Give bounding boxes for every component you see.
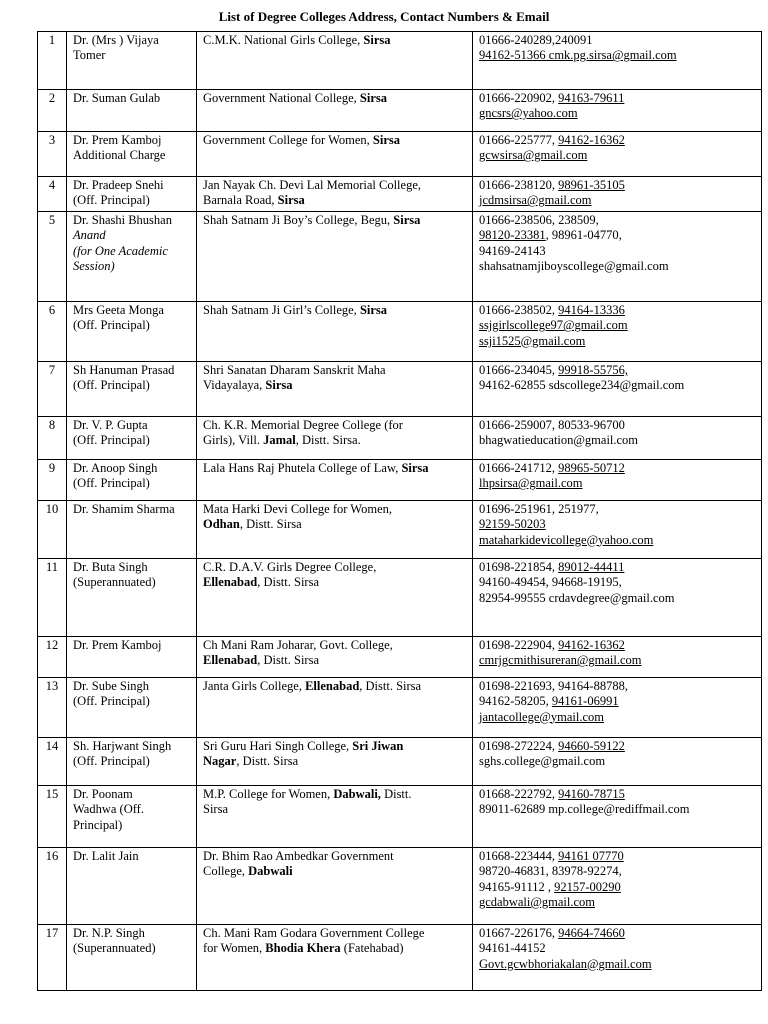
contact-line bbox=[479, 880, 755, 895]
college-text: Sri Jiwan bbox=[352, 739, 404, 753]
contact-line bbox=[479, 193, 755, 208]
contact-link[interactable]: 99918-55756, bbox=[558, 363, 628, 377]
principal-name-line: Dr. Pradeep Snehi bbox=[73, 178, 164, 192]
principal-name-cell bbox=[67, 501, 197, 559]
college-text: Dabwali, bbox=[333, 787, 381, 801]
principal-name-line: Dr. Lalit Jain bbox=[73, 849, 139, 863]
serial-number-cell: 13 bbox=[38, 678, 67, 738]
principal-name-line: Dr. Shamim Sharma bbox=[73, 502, 175, 516]
contact-text: 01666-240289,240091 bbox=[479, 33, 593, 47]
principal-name-cell bbox=[67, 417, 197, 460]
college-text: Jamal bbox=[263, 433, 296, 448]
table-row bbox=[38, 417, 762, 460]
college-line bbox=[203, 638, 466, 653]
contact-text: 94161-44152 bbox=[479, 941, 546, 956]
serial-number-cell: 3 bbox=[38, 132, 67, 177]
college-text: Shah Satnam Ji Girl’s College, bbox=[203, 303, 360, 317]
college-text: Bhodia Khera bbox=[265, 941, 341, 956]
contact-line bbox=[479, 259, 755, 274]
principal-name-cell bbox=[67, 177, 197, 212]
college-line bbox=[203, 178, 466, 193]
contact-link[interactable]: ssji1525@gmail.com bbox=[479, 333, 586, 348]
college-line bbox=[203, 849, 466, 864]
college-line bbox=[203, 133, 466, 148]
contact-text: 01698-221693, 94164-88788, bbox=[479, 679, 628, 693]
college-address-cell bbox=[197, 302, 473, 362]
college-address-cell bbox=[197, 417, 473, 460]
contact-line bbox=[479, 739, 755, 754]
principal-name-cell bbox=[67, 460, 197, 501]
table-row bbox=[38, 786, 762, 848]
contact-text: 94165-91112 , bbox=[479, 879, 555, 894]
college-line bbox=[203, 754, 466, 769]
contact-text: 94169-24143 bbox=[479, 243, 546, 258]
college-text: Sirsa bbox=[401, 461, 429, 475]
table-row bbox=[38, 460, 762, 501]
contact-link[interactable]: gcdabwali@gmail.com bbox=[479, 894, 595, 909]
contact-link[interactable]: 92157-00290 bbox=[554, 879, 621, 894]
contact-cell bbox=[473, 501, 762, 559]
contact-text: 82954-99555 crdavdegree@gmail.com bbox=[479, 590, 675, 605]
principal-name-cell bbox=[67, 786, 197, 848]
contact-cell bbox=[473, 460, 762, 501]
college-text: Nagar bbox=[203, 754, 237, 769]
contact-line bbox=[479, 533, 755, 548]
contact-cell bbox=[473, 177, 762, 212]
contact-text: 01698-221854, bbox=[479, 560, 559, 574]
contact-line bbox=[479, 694, 755, 709]
contact-cell bbox=[473, 848, 762, 925]
college-address-cell bbox=[197, 738, 473, 786]
contact-text: 01696-251961, 251977, bbox=[479, 502, 599, 516]
contact-line bbox=[479, 228, 755, 243]
contact-line bbox=[479, 433, 755, 448]
college-text: Sirsa bbox=[203, 802, 228, 817]
contact-text: 01666-238120, bbox=[479, 178, 559, 192]
contact-link[interactable]: 94161-06991 bbox=[551, 694, 619, 709]
college-line bbox=[203, 926, 466, 941]
college-text: M.P. College for Women, bbox=[203, 787, 334, 801]
college-line bbox=[203, 517, 466, 532]
college-text: , Distt. Sirsa bbox=[236, 754, 299, 769]
contact-text: 94160-49454, 94668-19195, bbox=[479, 575, 622, 590]
college-line bbox=[203, 193, 466, 208]
college-address-cell bbox=[197, 848, 473, 925]
principal-name-line: (Off. Principal) bbox=[73, 378, 150, 393]
principal-name-line: Dr. Prem Kamboj bbox=[73, 133, 162, 147]
contact-text: 01698-272224, bbox=[479, 739, 559, 753]
contact-link[interactable]: lhpsirsa@gmail.com bbox=[479, 476, 583, 491]
principal-name-line: (Off. Principal) bbox=[73, 193, 150, 208]
contact-line bbox=[479, 363, 755, 378]
principal-name-line: Sh Hanuman Prasad bbox=[73, 363, 175, 377]
contact-line bbox=[479, 575, 755, 590]
college-address-cell bbox=[197, 637, 473, 678]
contact-cell bbox=[473, 786, 762, 848]
contact-line bbox=[479, 48, 755, 63]
college-address-cell bbox=[197, 786, 473, 848]
contact-link[interactable]: 92159-50203 bbox=[479, 517, 546, 532]
serial-number-cell: 17 bbox=[38, 925, 67, 991]
table-row bbox=[38, 637, 762, 678]
college-text: , Distt. Sirsa bbox=[359, 679, 422, 693]
college-text: Sirsa bbox=[363, 33, 391, 47]
college-text: Ch. K.R. Memorial Degree College (for bbox=[203, 418, 403, 432]
contact-line bbox=[479, 318, 755, 333]
contact-text: 01668-223444, bbox=[479, 849, 559, 863]
college-address-cell bbox=[197, 32, 473, 90]
college-line bbox=[203, 378, 466, 393]
contact-text: sghs.college@gmail.com bbox=[479, 754, 606, 769]
principal-name-cell bbox=[67, 678, 197, 738]
contact-cell bbox=[473, 738, 762, 786]
college-text: Shri Sanatan Dharam Sanskrit Maha bbox=[203, 363, 386, 377]
college-text: Sirsa bbox=[359, 303, 388, 317]
college-line bbox=[203, 787, 466, 802]
college-text: Ch Mani Ram Joharar, Govt. College, bbox=[203, 638, 393, 652]
contact-cell bbox=[473, 302, 762, 362]
contact-line bbox=[479, 802, 755, 817]
college-text: , Distt. Sirsa bbox=[257, 575, 319, 590]
principal-name-line: Wadhwa (Off. bbox=[73, 802, 144, 817]
document-title: List of Degree Colleges Address, Contact Numbers & Email bbox=[218, 9, 550, 24]
college-text: , Distt. Sirsa. bbox=[295, 433, 361, 448]
contact-link[interactable]: ssjgirlscollege97@gmail.com bbox=[479, 318, 628, 333]
principal-name-cell bbox=[67, 132, 197, 177]
college-address-cell bbox=[197, 90, 473, 132]
college-line bbox=[203, 303, 466, 318]
college-text: Ellenabad bbox=[305, 679, 360, 693]
contact-text: 94162-58205, bbox=[479, 694, 552, 709]
college-text: C.M.K. National Girls College, bbox=[203, 33, 364, 47]
college-text: Jan Nayak Ch. Devi Lal Memorial College, bbox=[203, 178, 421, 192]
contact-link[interactable]: 94161 07770 bbox=[558, 849, 624, 863]
contact-line bbox=[479, 378, 755, 393]
table-row bbox=[38, 848, 762, 925]
college-line bbox=[203, 461, 466, 476]
principal-name-line: Tomer bbox=[73, 48, 106, 63]
college-address-cell bbox=[197, 177, 473, 212]
contact-line bbox=[479, 91, 755, 106]
contact-line bbox=[479, 502, 755, 517]
contact-line bbox=[479, 213, 755, 228]
contact-link[interactable]: 98961-35105 bbox=[558, 178, 625, 192]
table-row bbox=[38, 132, 762, 177]
college-line bbox=[203, 941, 466, 956]
college-line bbox=[203, 679, 466, 694]
contact-line bbox=[479, 864, 755, 879]
contact-text: 01666-238506, 238509, bbox=[479, 213, 599, 227]
college-address-cell bbox=[197, 501, 473, 559]
college-text: C.R. D.A.V. Girls Degree College, bbox=[203, 560, 377, 574]
contact-link[interactable]: Govt.gcwbhoriakalan@gmail.com bbox=[479, 956, 652, 971]
contact-link[interactable]: gcwsirsa@gmail.com bbox=[479, 148, 588, 163]
principal-note-line: (for One Academic bbox=[73, 243, 168, 258]
college-address-cell bbox=[197, 559, 473, 637]
contact-link[interactable]: 94162-51366 cmk.pg.sirsa@gmail.com bbox=[479, 48, 677, 63]
principal-name-line: Sh. Harjwant Singh bbox=[73, 739, 172, 753]
college-text: Odhan bbox=[203, 517, 240, 532]
contact-text: 01666-234045, bbox=[479, 363, 559, 377]
principal-name-line: (Off. Principal) bbox=[73, 318, 150, 333]
principal-name-line: Dr. Sube Singh bbox=[73, 679, 150, 693]
principal-name-line: Principal) bbox=[73, 817, 123, 832]
college-text: Girls), Vill. bbox=[203, 433, 264, 448]
contact-line bbox=[479, 244, 755, 259]
contact-line bbox=[479, 178, 755, 193]
principal-name-cell bbox=[67, 32, 197, 90]
contact-line bbox=[479, 787, 755, 802]
contact-link[interactable]: jantacollege@ymail.com bbox=[479, 709, 605, 724]
college-line bbox=[203, 864, 466, 879]
college-text: Dr. Bhim Rao Ambedkar Government bbox=[203, 849, 394, 863]
contact-text: 01666-225777, bbox=[479, 133, 559, 147]
contact-text: 01698-222904, bbox=[479, 638, 559, 652]
principal-name-line: Dr. Shashi Bhushan bbox=[73, 213, 172, 227]
contact-line bbox=[479, 849, 755, 864]
principal-name-line: (Superannuated) bbox=[73, 941, 156, 956]
college-line bbox=[203, 502, 466, 517]
college-text: Ellenabad bbox=[203, 575, 258, 590]
contact-cell bbox=[473, 637, 762, 678]
college-text: College, bbox=[203, 864, 249, 879]
college-line bbox=[203, 418, 466, 433]
college-text: Ellenabad bbox=[203, 653, 258, 668]
principal-name-line: Additional Charge bbox=[73, 148, 166, 163]
contact-cell bbox=[473, 132, 762, 177]
college-text: Janta Girls College, bbox=[203, 679, 306, 693]
college-text: Vidayalaya, bbox=[203, 378, 266, 393]
contact-link[interactable]: mataharkidevicollege@yahoo.com bbox=[479, 532, 654, 547]
table-row bbox=[38, 90, 762, 132]
serial-number-cell: 2 bbox=[38, 90, 67, 132]
contact-line bbox=[479, 334, 755, 349]
contact-cell bbox=[473, 925, 762, 991]
serial-number-cell: 8 bbox=[38, 417, 67, 460]
college-line bbox=[203, 802, 466, 817]
contact-cell bbox=[473, 32, 762, 90]
table-row bbox=[38, 501, 762, 559]
contact-text: 01666-238502, bbox=[479, 303, 559, 317]
college-line bbox=[203, 739, 466, 754]
principal-name-line: (Off. Principal) bbox=[73, 433, 150, 448]
contact-line bbox=[479, 517, 755, 532]
serial-number-cell: 14 bbox=[38, 738, 67, 786]
college-text: , Distt. Sirsa bbox=[239, 517, 302, 532]
college-text: Lala Hans Raj Phutela College of Law, bbox=[203, 461, 402, 475]
table-row bbox=[38, 212, 762, 302]
contact-link[interactable]: cmrjgcmithisureran@gmail.com bbox=[479, 653, 642, 668]
contact-link[interactable]: 94160-78715 bbox=[558, 787, 625, 801]
college-address-cell bbox=[197, 212, 473, 302]
college-address-cell bbox=[197, 925, 473, 991]
contact-cell bbox=[473, 559, 762, 637]
college-line bbox=[203, 433, 466, 448]
principal-name-cell bbox=[67, 925, 197, 991]
contact-cell bbox=[473, 417, 762, 460]
table-row bbox=[38, 738, 762, 786]
serial-number-cell: 1 bbox=[38, 32, 67, 90]
serial-number-cell: 10 bbox=[38, 501, 67, 559]
contact-line bbox=[479, 957, 755, 972]
contact-line bbox=[479, 303, 755, 318]
contact-line bbox=[479, 591, 755, 606]
serial-number-cell: 11 bbox=[38, 559, 67, 637]
principal-name-line: Dr. N.P. Singh bbox=[73, 926, 145, 940]
college-text: Shah Satnam Ji Boy’s College, Begu, bbox=[203, 213, 394, 227]
table-row bbox=[38, 678, 762, 738]
principal-name-cell bbox=[67, 302, 197, 362]
contact-text: 01666-241712, bbox=[479, 461, 559, 475]
principal-note-line: Session) bbox=[73, 258, 115, 273]
contact-line bbox=[479, 148, 755, 163]
college-text: Distt. bbox=[380, 787, 412, 801]
contact-line bbox=[479, 926, 755, 941]
contact-text: , 98961-04770, bbox=[545, 228, 622, 243]
principal-name-line: Dr. Suman Gulab bbox=[73, 91, 161, 105]
college-text: (Fatehabad) bbox=[340, 941, 404, 956]
college-line bbox=[203, 575, 466, 590]
college-text: Mata Harki Devi College for Women, bbox=[203, 502, 392, 516]
contact-line bbox=[479, 653, 755, 668]
college-text: Dabwali bbox=[248, 864, 293, 879]
contact-line bbox=[479, 33, 755, 48]
contact-link[interactable]: gncsrs@yahoo.com bbox=[479, 106, 578, 121]
contact-line bbox=[479, 106, 755, 121]
contact-line bbox=[479, 476, 755, 491]
contact-link[interactable]: jcdmsirsa@gmail.com bbox=[479, 193, 592, 208]
table-row bbox=[38, 32, 762, 90]
contact-link[interactable]: 94163-79611 bbox=[558, 91, 625, 105]
contact-line bbox=[479, 461, 755, 476]
college-line bbox=[203, 91, 466, 106]
contact-cell bbox=[473, 90, 762, 132]
contact-link[interactable]: 94164-13336 bbox=[558, 303, 625, 317]
principal-name-line: Dr. Prem Kamboj bbox=[73, 638, 162, 652]
contact-text: 89011-62689 mp.college@rediffmail.com bbox=[479, 802, 690, 817]
table-row bbox=[38, 177, 762, 212]
contact-link[interactable]: 94660-59122 bbox=[558, 739, 625, 753]
principal-name-cell bbox=[67, 212, 197, 302]
principal-name-cell bbox=[67, 738, 197, 786]
contact-text: 01666-220902, bbox=[479, 91, 559, 105]
principal-name-cell bbox=[67, 90, 197, 132]
college-text: Sirsa bbox=[372, 133, 400, 147]
principal-name-line: (Off. Principal) bbox=[73, 754, 150, 769]
table-row bbox=[38, 302, 762, 362]
table-row bbox=[38, 559, 762, 637]
contact-cell bbox=[473, 678, 762, 738]
principal-name-cell bbox=[67, 362, 197, 417]
contact-link[interactable]: 94162-16362 bbox=[558, 133, 625, 147]
college-text: Sri Guru Hari Singh College, bbox=[203, 739, 353, 753]
principal-name-line: (Superannuated) bbox=[73, 575, 156, 590]
contact-cell bbox=[473, 212, 762, 302]
contact-text: 98720-46831, 83978-92274, bbox=[479, 864, 622, 879]
college-line bbox=[203, 33, 466, 48]
college-text: Barnala Road, bbox=[203, 193, 278, 208]
college-text: for Women, bbox=[203, 941, 266, 956]
college-text: Government College for Women, bbox=[203, 133, 373, 147]
college-address-cell bbox=[197, 460, 473, 501]
contact-line bbox=[479, 133, 755, 148]
principal-name-line: Dr. Buta Singh bbox=[73, 560, 148, 574]
serial-number-cell: 4 bbox=[38, 177, 67, 212]
contact-text: shahsatnamjiboyscollege@gmail.com bbox=[479, 258, 669, 273]
serial-number-cell: 6 bbox=[38, 302, 67, 362]
contact-line bbox=[479, 941, 755, 956]
contact-line bbox=[479, 895, 755, 910]
serial-number-cell: 12 bbox=[38, 637, 67, 678]
college-address-cell bbox=[197, 362, 473, 417]
college-text: Government National College, bbox=[203, 91, 360, 105]
contact-text: 01667-226176, bbox=[479, 926, 559, 940]
contact-text: bhagwatieducation@gmail.com bbox=[479, 433, 639, 448]
principal-note-line: Anand bbox=[73, 228, 106, 243]
college-text: , Distt. Sirsa bbox=[257, 653, 319, 668]
principal-name-cell bbox=[67, 637, 197, 678]
college-text: Sirsa bbox=[265, 378, 293, 393]
contact-line bbox=[479, 710, 755, 725]
contact-text: 94162-62855 sdscollege234@gmail.com bbox=[479, 378, 685, 393]
principal-name-line: (Off. Principal) bbox=[73, 476, 150, 491]
college-text: Sirsa bbox=[393, 213, 421, 227]
college-list-table bbox=[37, 31, 762, 991]
serial-number-cell: 7 bbox=[38, 362, 67, 417]
contact-link[interactable]: 94162-16362 bbox=[558, 638, 625, 652]
college-address-cell bbox=[197, 678, 473, 738]
contact-line bbox=[479, 418, 755, 433]
college-text: Sirsa bbox=[359, 91, 387, 105]
serial-number-cell: 16 bbox=[38, 848, 67, 925]
principal-name-line: Dr. V. P. Gupta bbox=[73, 418, 148, 432]
contact-line bbox=[479, 560, 755, 575]
college-line bbox=[203, 560, 466, 575]
contact-link[interactable]: 98120-23381 bbox=[479, 228, 546, 243]
principal-name-cell bbox=[67, 848, 197, 925]
contact-link[interactable]: 98965-50712 bbox=[558, 461, 625, 475]
principal-name-line: Dr. (Mrs ) Vijaya bbox=[73, 33, 159, 47]
contact-text: 01668-222792, bbox=[479, 787, 559, 801]
college-text: Ch. Mani Ram Godara Government College bbox=[203, 926, 425, 940]
serial-number-cell: 15 bbox=[38, 786, 67, 848]
contact-line bbox=[479, 638, 755, 653]
contact-line bbox=[479, 679, 755, 694]
contact-cell bbox=[473, 362, 762, 417]
contact-line bbox=[479, 754, 755, 769]
college-line bbox=[203, 653, 466, 668]
serial-number-cell: 5 bbox=[38, 212, 67, 302]
college-line bbox=[203, 213, 466, 228]
college-text: Sirsa bbox=[277, 193, 305, 208]
principal-name-cell bbox=[67, 559, 197, 637]
contact-text: 01666-259007, 80533-96700 bbox=[479, 418, 625, 432]
principal-name-line: (Off. Principal) bbox=[73, 694, 150, 709]
contact-link[interactable]: 94664-74660 bbox=[558, 926, 625, 940]
principal-name-line: Dr. Anoop Singh bbox=[73, 461, 158, 475]
college-address-cell bbox=[197, 132, 473, 177]
principal-name-line: Mrs Geeta Monga bbox=[73, 303, 164, 317]
principal-name-line: Dr. Poonam bbox=[73, 787, 133, 801]
contact-link[interactable]: 89012-44411 bbox=[558, 560, 625, 574]
table-row bbox=[38, 925, 762, 991]
college-line bbox=[203, 363, 466, 378]
serial-number-cell: 9 bbox=[38, 460, 67, 501]
table-row bbox=[38, 362, 762, 417]
